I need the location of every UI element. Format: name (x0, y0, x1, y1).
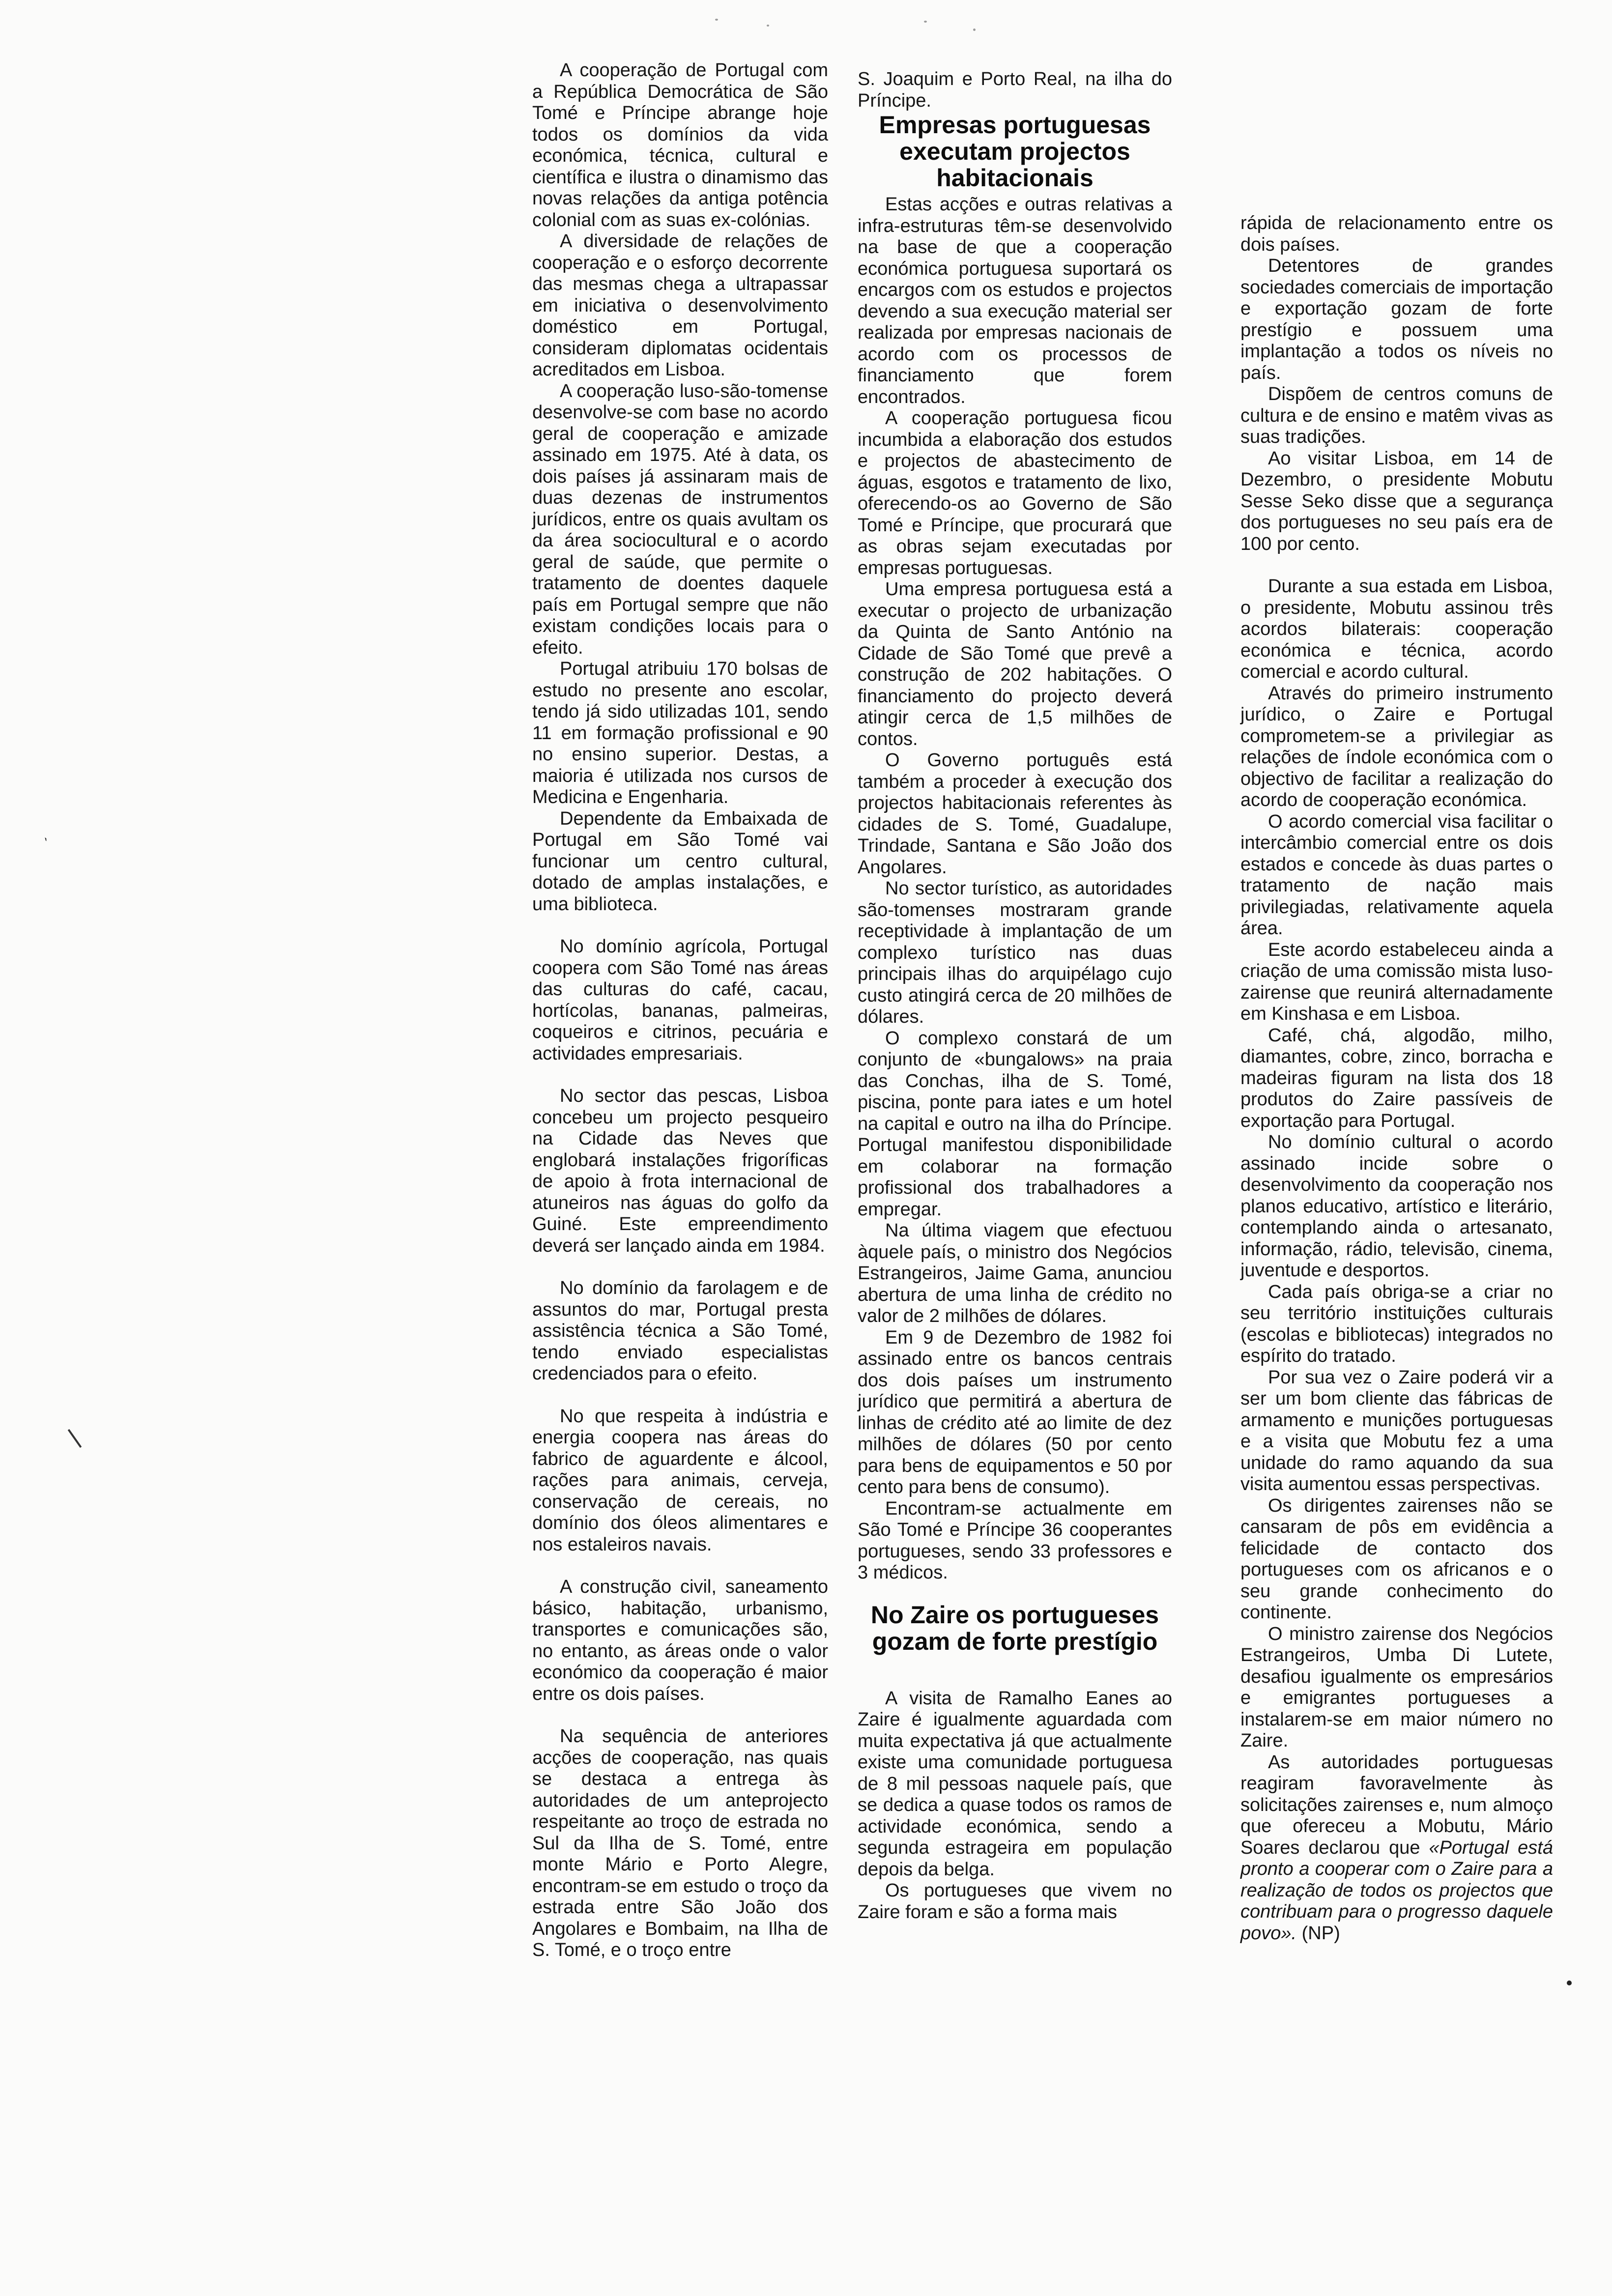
paragraph: No sector turístico, as autoridades são-tomenses mostraram grande receptividade à implantação de um complexo turístico nas duas principais ilhas do arquipélago cujo custo atingirá cerca de 20 milhões de dólares. (858, 878, 1172, 1027)
article-column-2 (858, 69, 1172, 1923)
paragraph: Dispõem de centros comuns de cultura e de ensino e matêm vivas as suas tradições. (1240, 384, 1553, 447)
paragraph: No que respeita à indústria e energia coopera nas áreas do fabrico de aguardente e álcool, rações para animais, cerveja, conservação de cereais, no domínio dos óleos alimentares e nos estaleiros navais. (532, 1406, 828, 1555)
scan-noise (973, 29, 976, 31)
paragraph: Os dirigentes zairenses não se cansaram de pôs em evidência a felicidade de contacto dos portugueses com os africanos e o seu grande conhecimento do continente. (1240, 1495, 1553, 1623)
scan-mark (1567, 1980, 1572, 1985)
paragraph: Uma empresa portuguesa está a executar o projecto de urbanização da Quinta de Santo António na Cidade de São Tomé que prevê a construção de 202 habitações. O financiamento do projecto deverá atingir cerca de 1,5 milhões de contos. (858, 579, 1172, 749)
paragraph: O complexo constará de um conjunto de «bungalows» na praia das Conchas, ilha de S. Tomé, piscina, ponte para iates e um hotel na capital e outro na ilha do Príncipe. Portugal manifestou disponibilidade em colaborar na formação profissional dos trabalhadores a empregar. (858, 1028, 1172, 1220)
paragraph: Café, chá, algodão, milho, diamantes, cobre, zinco, borracha e madeiras figuram na lista dos 18 produtos do Zaire passíveis de exportação para Portugal. (1240, 1025, 1553, 1131)
paragraph: Portugal atribuiu 170 bolsas de estudo no presente ano escolar, tendo já sido utilizadas 101, sendo 11 em formação profissional e 90 no ensino superior. Destas, a maioria é utilizada nos cursos de Medicina e Engenharia. (532, 659, 828, 807)
paragraph: Em 9 de Dezembro de 1982 foi assinado entre os bancos centrais dos dois países um instrumento jurídico que permitirá a abertura de linhas de crédito até ao limite de dez milhões de dólares (50 por cento para bens de equipamentos e 50 por cento para bens de consumo). (858, 1327, 1172, 1497)
subheading-zaire: No Zaire os portugueses gozam de forte prestígio (870, 1601, 1159, 1655)
paragraph: Ao visitar Lisboa, em 14 de Dezembro, o presidente Mobutu Sesse Seko disse que a segurança dos portugueses no seu país era de 100 por cento. (1240, 448, 1553, 554)
paragraph: Através do primeiro instrumento jurídico, o Zaire e Portugal comprometem-se a privilegiar as relações de índole económica com o objectivo de facilitar a realização do acordo de cooperação económica. (1240, 683, 1553, 810)
paragraph: Na última viagem que efectuou àquele país, o ministro dos Negócios Estrangeiros, Jaime Gama, anunciou abertura de uma linha de crédito no valor de 2 milhões de dólares. (858, 1220, 1172, 1326)
paragraph: S. Joaquim e Porto Real, na ilha do Príncipe. (858, 69, 1172, 111)
paragraph: No domínio cultural o acordo assinado incide sobre o desenvolvimento da cooperação nos planos educativo, artístico e literário, contemplando ainda o artesanato, informação, rádio, televisão, cinema, juventude e desportos. (1240, 1132, 1553, 1281)
paragraph: O acordo comercial visa facilitar o intercâmbio comercial entre os dois estados e concede às duas partes o tratamento de nação mais privilegiadas, relativamente aquela área. (1240, 811, 1553, 939)
paragraph: Os portugueses que vivem no Zaire foram e são a forma mais (858, 1880, 1172, 1923)
paragraph (1240, 1752, 1553, 1945)
paragraph: Durante a sua estada em Lisboa, o presidente, Mobutu assinou três acordos bilaterais: cooperação económica e técnica, acordo comercial e acordo cultural. (1240, 576, 1553, 682)
paragraph: A cooperação luso-são-tomense desenvolve-se com base no acordo geral de cooperação e amizade assinado em 1975. Até à data, os dois países já assinaram mais de duas dezenas de instrumentos jurídicos, entre os quais avultam os da área sociocultural e o acordo geral de saúde, que permite o tratamento de doentes daquele país em Portugal sempre que não existam condições locais para o efeito. (532, 380, 828, 658)
paragraph: A cooperação portuguesa ficou incumbida a elaboração dos estudos e projectos de abastecimento de águas, esgotos e tratamento de lixo, oferecendo-os ao Governo de São Tomé e Príncipe, que procurará que as obras sejam executadas por empresas portuguesas. (858, 408, 1172, 578)
signature: (NP) (1301, 1923, 1340, 1944)
scan-noise (715, 19, 718, 21)
paragraph: A diversidade de relações de cooperação e o esforço decorrente das mesmas chega a ultrapassar em iniciativa o desenvolvimento doméstico em Portugal, consideram diplomatas ocidentais acreditados em Lisboa. (532, 231, 828, 380)
paragraph: A construção civil, saneamento básico, habitação, urbanismo, transportes e comunicações são, no entanto, as áreas onde o valor económico da cooperação é maior entre os dois países. (532, 1577, 828, 1704)
paragraph: A visita de Ramalho Eanes ao Zaire é igualmente aguardada com muita expectativa já que actualmente existe uma comunidade portuguesa de 8 mil pessoas naquele país, que se dedica a quase todos os ramos de actividade económica, sendo a segunda estrageira em população depois da belga. (858, 1688, 1172, 1880)
paragraph: A cooperação de Portugal com a República Democrática de São Tomé e Príncipe abrange hoje todos os domínios da vida económica, técnica, cultural e científica e ilustra o dinamismo das novas relações da antiga potência colonial com as suas ex-colónias. (532, 60, 828, 230)
paragraph-text: As autoridades portuguesas reagiram favoravelmente às solicitações zairenses e, num almoço que ofereceu a Mobutu, Mário Soares declarou que (1240, 1751, 1553, 1858)
subheading-empresas: Empresas portuguesas executam projectos habitacionais (879, 111, 1151, 192)
scan-noise (924, 21, 927, 23)
paragraph: No sector das pescas, Lisboa concebeu um projecto pesqueiro na Cidade das Neves que englobará instalações frigoríficas de apoio à frota internacional de atuneiros nas águas do golfo da Guiné. Este empreendimento deverá ser lançado ainda em 1984. (532, 1086, 828, 1256)
article-column-1 (532, 60, 828, 1961)
paragraph: Por sua vez o Zaire poderá vir a ser um bom cliente das fábricas de armamento e munições portuguesas e a visita que Mobutu fez a uma unidade do ramo aquando da sua visita aumentou essas perspectivas. (1240, 1367, 1553, 1494)
paragraph: Detentores de grandes sociedades comerciais de importação e exportação gozam de forte prestígio e possuem uma implantação a todos os níveis no país. (1240, 256, 1553, 383)
paragraph: Este acordo estabeleceu ainda a criação de uma comissão mista luso-zairense que reunirá alternadamente em Kinshasa e em Lisboa. (1240, 939, 1553, 1024)
scan-mark (68, 1429, 82, 1448)
paragraph: Dependente da Embaixada de Portugal em São Tomé vai funcionar um centro cultural, dotado de amplas instalações, e uma biblioteca. (532, 808, 828, 915)
paragraph: Cada país obriga-se a criar no seu território instituições culturais (escolas e bibliotecas) integrados no espírito do tratado. (1240, 1281, 1553, 1366)
paragraph: Estas acções e outras relativas a infra-estruturas têm-se desenvolvido na base de que a cooperação económica portuguesa suportará os encargos com os estudos e projectos devendo a sua execução material ser realizada por empresas nacionais de acordo com os processos de financiamento que forem encontrados. (858, 194, 1172, 407)
quote: «Portugal está pronto a cooperar com o Zaire para a realização de todos os projectos que contribuam para o progresso daquele povo». (1240, 1837, 1553, 1944)
paragraph: rápida de relacionamento entre os dois países. (1240, 213, 1553, 255)
paragraph: Encontram-se actualmente em São Tomé e Príncipe 36 cooperantes portugueses, sendo 33 professores e 3 médicos. (858, 1498, 1172, 1583)
paragraph: O Governo português está também a proceder à execução dos projectos habitacionais referentes às cidades de S. Tomé, Guadalupe, Trindade, Santana e São João dos Angolares. (858, 750, 1172, 878)
article-column-3 (1240, 213, 1553, 1944)
paragraph: O ministro zairense dos Negócios Estrangeiros, Umba Di Lutete, desafiou igualmente os empresários e emigrantes portugueses a instalarem-se em maior número no Zaire. (1240, 1623, 1553, 1751)
paragraph: No domínio agrícola, Portugal coopera com São Tomé nas áreas das culturas do café, cacau, hortícolas, bananas, palmeiras, coqueiros e citrinos, pecuária e actividades empresariais. (532, 936, 828, 1064)
paragraph: Na sequência de anteriores acções de cooperação, nas quais se destaca a entrega às autoridades de um anteprojecto respeitante ao troço de estrada no Sul da Ilha de S. Tomé, entre monte Mário e Porto Alegre, encontram-se em estudo o troço da estrada entre São João dos Angolares e Bombaim, na Ilha de S. Tomé, e o troço entre (532, 1726, 828, 1960)
scan-mark: ` (36, 835, 50, 852)
paragraph: No domínio da farolagem e de assuntos do mar, Portugal presta assistência técnica a São Tomé, tendo enviado especialistas credenciados para o efeito. (532, 1278, 828, 1384)
scan-noise (767, 25, 769, 27)
